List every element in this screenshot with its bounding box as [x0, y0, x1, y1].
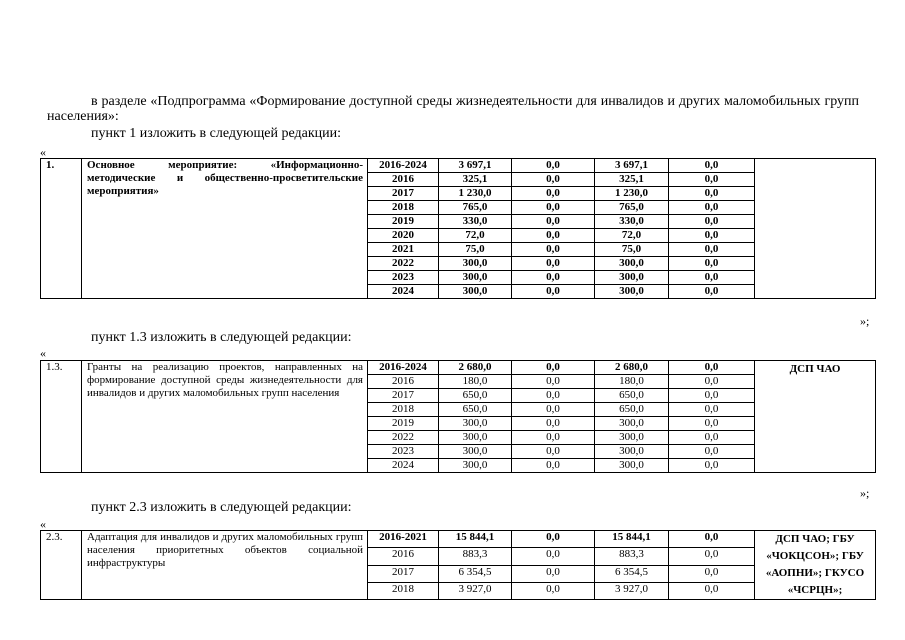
cell-other: 0,0	[669, 229, 755, 243]
cell-other: 0,0	[669, 445, 755, 459]
cell-total: 330,0	[439, 215, 512, 229]
table-row	[41, 159, 876, 173]
cell-total: 1 230,0	[439, 187, 512, 201]
cell-period: 2016-2024	[368, 361, 439, 375]
open-quote-3: «	[40, 517, 46, 531]
cell-regional: 3 697,1	[595, 159, 669, 173]
cell-regional: 330,0	[595, 215, 669, 229]
cell-total: 180,0	[439, 375, 512, 389]
cell-total: 300,0	[439, 445, 512, 459]
cell-federal: 0,0	[512, 285, 595, 299]
cell-federal: 0,0	[512, 215, 595, 229]
cell-total: 3 927,0	[439, 582, 512, 599]
cell-regional: 650,0	[595, 403, 669, 417]
cell-total: 3 697,1	[439, 159, 512, 173]
open-quote-2: «	[40, 346, 46, 360]
item23-instruction: пункт 2.3 изложить в следующей редакции:	[91, 500, 352, 515]
cell-federal: 0,0	[512, 271, 595, 285]
cell-federal: 0,0	[512, 187, 595, 201]
cell-federal: 0,0	[512, 159, 595, 173]
cell-regional: 300,0	[595, 431, 669, 445]
cell-regional: 300,0	[595, 459, 669, 473]
cell-regional: 883,3	[595, 548, 669, 565]
cell-regional: 6 354,5	[595, 565, 669, 582]
item-description: Основное мероприятие: «Информационно-методические и общественно-просветительские мероприятия»	[82, 159, 368, 299]
cell-total: 75,0	[439, 243, 512, 257]
table-item-1-3	[40, 360, 876, 473]
item-description: Адаптация для инвалидов и других маломобильных групп населения приоритетных объектов социальной инфраструктуры	[82, 531, 368, 600]
cell-regional: 1 230,0	[595, 187, 669, 201]
cell-other: 0,0	[669, 285, 755, 299]
cell-federal: 0,0	[512, 243, 595, 257]
cell-total: 765,0	[439, 201, 512, 215]
cell-total: 300,0	[439, 417, 512, 431]
cell-other: 0,0	[669, 389, 755, 403]
cell-other: 0,0	[669, 361, 755, 375]
cell-period: 2022	[368, 257, 439, 271]
cell-regional: 325,1	[595, 173, 669, 187]
cell-period: 2024	[368, 459, 439, 473]
cell-total: 72,0	[439, 229, 512, 243]
cell-period: 2016-2021	[368, 531, 439, 548]
cell-federal: 0,0	[512, 565, 595, 582]
table-item-1	[40, 158, 876, 299]
cell-other: 0,0	[669, 243, 755, 257]
cell-period: 2017	[368, 389, 439, 403]
cell-other: 0,0	[669, 548, 755, 565]
cell-total: 6 354,5	[439, 565, 512, 582]
cell-period: 2016	[368, 548, 439, 565]
cell-regional: 72,0	[595, 229, 669, 243]
cell-federal: 0,0	[512, 459, 595, 473]
cell-federal: 0,0	[512, 257, 595, 271]
cell-federal: 0,0	[512, 531, 595, 548]
cell-federal: 0,0	[512, 431, 595, 445]
cell-regional: 300,0	[595, 271, 669, 285]
item-executor: ДСП ЧАО	[755, 361, 876, 473]
cell-period: 2019	[368, 215, 439, 229]
cell-period: 2023	[368, 445, 439, 459]
cell-regional: 300,0	[595, 445, 669, 459]
cell-federal: 0,0	[512, 403, 595, 417]
cell-regional: 75,0	[595, 243, 669, 257]
close-quote-2: »;	[860, 486, 870, 500]
cell-other: 0,0	[669, 271, 755, 285]
cell-regional: 650,0	[595, 389, 669, 403]
cell-regional: 2 680,0	[595, 361, 669, 375]
cell-total: 650,0	[439, 389, 512, 403]
cell-period: 2017	[368, 187, 439, 201]
cell-total: 325,1	[439, 173, 512, 187]
cell-federal: 0,0	[512, 417, 595, 431]
cell-other: 0,0	[669, 173, 755, 187]
item13-instruction: пункт 1.3 изложить в следующей редакции:	[91, 330, 352, 345]
cell-period: 2020	[368, 229, 439, 243]
cell-regional: 300,0	[595, 257, 669, 271]
cell-other: 0,0	[669, 159, 755, 173]
cell-total: 300,0	[439, 257, 512, 271]
item1-instruction: пункт 1 изложить в следующей редакции:	[91, 126, 341, 141]
cell-other: 0,0	[669, 459, 755, 473]
cell-period: 2018	[368, 582, 439, 599]
cell-regional: 300,0	[595, 285, 669, 299]
cell-federal: 0,0	[512, 445, 595, 459]
cell-other: 0,0	[669, 187, 755, 201]
cell-period: 2016	[368, 375, 439, 389]
cell-period: 2023	[368, 271, 439, 285]
cell-total: 2 680,0	[439, 361, 512, 375]
cell-period: 2018	[368, 201, 439, 215]
cell-period: 2016	[368, 173, 439, 187]
cell-total: 650,0	[439, 403, 512, 417]
cell-other: 0,0	[669, 431, 755, 445]
cell-other: 0,0	[669, 531, 755, 548]
cell-federal: 0,0	[512, 229, 595, 243]
cell-federal: 0,0	[512, 201, 595, 215]
cell-regional: 300,0	[595, 417, 669, 431]
item-number: 1.3.	[41, 361, 82, 473]
cell-total: 300,0	[439, 431, 512, 445]
cell-total: 300,0	[439, 285, 512, 299]
cell-other: 0,0	[669, 201, 755, 215]
cell-period: 2024	[368, 285, 439, 299]
table-item-2-3	[40, 530, 876, 600]
cell-period: 2021	[368, 243, 439, 257]
cell-other: 0,0	[669, 417, 755, 431]
cell-federal: 0,0	[512, 173, 595, 187]
cell-period: 2022	[368, 431, 439, 445]
cell-total: 300,0	[439, 271, 512, 285]
cell-other: 0,0	[669, 215, 755, 229]
table-row	[41, 361, 876, 375]
intro-paragraph: в разделе «Подпрограмма «Формирование доступной среды жизнедеятельности для инвалидов и других маломобильных групп населения»:	[47, 94, 859, 124]
cell-total: 883,3	[439, 548, 512, 565]
item-number: 1.	[41, 159, 82, 299]
open-quote-1: «	[40, 145, 46, 159]
cell-total: 15 844,1	[439, 531, 512, 548]
cell-federal: 0,0	[512, 582, 595, 599]
cell-regional: 180,0	[595, 375, 669, 389]
cell-total: 300,0	[439, 459, 512, 473]
cell-federal: 0,0	[512, 361, 595, 375]
cell-regional: 765,0	[595, 201, 669, 215]
cell-other: 0,0	[669, 375, 755, 389]
cell-federal: 0,0	[512, 389, 595, 403]
cell-federal: 0,0	[512, 375, 595, 389]
table-row	[41, 531, 876, 548]
cell-other: 0,0	[669, 403, 755, 417]
cell-regional: 15 844,1	[595, 531, 669, 548]
cell-regional: 3 927,0	[595, 582, 669, 599]
cell-other: 0,0	[669, 565, 755, 582]
cell-federal: 0,0	[512, 548, 595, 565]
cell-other: 0,0	[669, 257, 755, 271]
cell-other: 0,0	[669, 582, 755, 599]
close-quote-1: »;	[860, 314, 870, 328]
cell-period: 2017	[368, 565, 439, 582]
cell-period: 2018	[368, 403, 439, 417]
item-description: Гранты на реализацию проектов, направленных на формирование доступной среды жизнедеятельности для инвалидов и других маломобильных групп населения	[82, 361, 368, 473]
cell-period: 2016-2024	[368, 159, 439, 173]
cell-period: 2019	[368, 417, 439, 431]
item-executor	[755, 159, 876, 299]
item-number: 2.3.	[41, 531, 82, 600]
item-executor: ДСП ЧАО; ГБУ «ЧОКЦСОН»; ГБУ «АОПНИ»; ГКУСО «ЧСРЦН»;	[755, 531, 876, 600]
